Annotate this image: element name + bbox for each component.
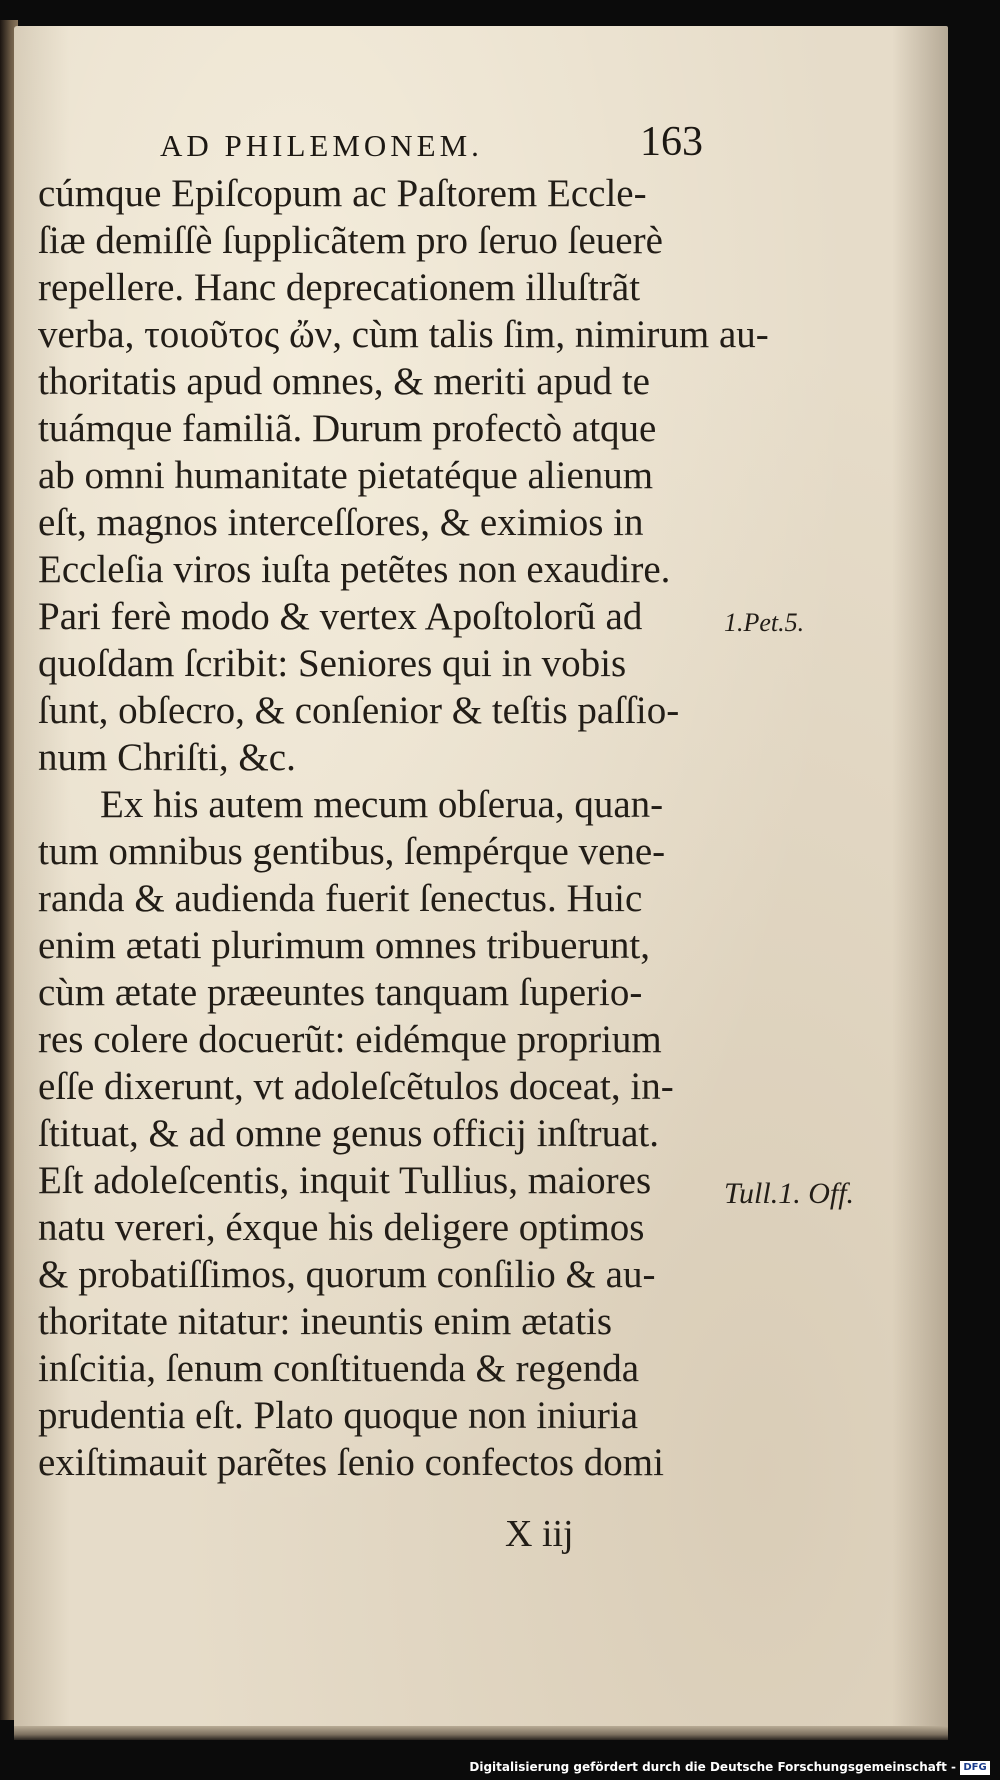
text-line: Eſt adoleſcentis, inquit Tullius, maiores — [38, 1159, 652, 1202]
paragraph-start-line: Ex his autem mecum obſerua, quan- — [100, 783, 664, 826]
marginal-note-peter: 1.Pet.5. — [724, 608, 805, 637]
marginal-note-tullius: Tull.1. Off. — [724, 1177, 855, 1210]
text-line: ſunt, obſecro, & conſenior & teſtis paſſio- — [38, 689, 680, 732]
text-line: inſcitia, ſenum conſtituenda & regenda — [38, 1347, 640, 1390]
text-line: eſt, magnos interceſſores, & eximios in — [38, 501, 644, 544]
page-bottom-edge — [14, 1726, 948, 1740]
text-line: Pari ferè modo & vertex Apoſtolorũ ad — [38, 595, 643, 638]
text-line: exiſtimauit parẽtes ſenio confectos domi — [38, 1441, 664, 1484]
text-line: tuámque familiã. Durum profectò atque — [38, 407, 657, 450]
digitization-credit: Digitalisierung gefördert durch die Deutsche Forschungsgemeinschaft - — [469, 1760, 956, 1774]
text-line: res colere docuerũt: eidémque proprium — [38, 1018, 662, 1061]
text-line: ſiæ demiſſè ſupplicãtem pro ſeruo ſeuerè — [38, 219, 663, 262]
text-line: verba, τοιοῦτος ὤν, cùm talis ſim, nimirum au- — [38, 313, 769, 356]
text-line: eſſe dixerunt, vt adoleſcẽtulos doceat, in- — [38, 1065, 674, 1108]
running-head: AD PHILEMONEM. — [160, 128, 483, 163]
signature-mark: X iij — [505, 1513, 574, 1555]
text-line: cùm ætate præeuntes tanquam ſuperio- — [38, 971, 643, 1014]
text-line: repellere. Hanc deprecationem illuſtrãt — [38, 266, 641, 309]
text-line: tum omnibus gentibus, ſempérque vene- — [38, 830, 666, 873]
page-number: 163 — [640, 119, 703, 165]
text-line: ſtituat, & ad omne genus officij inſtruat. — [38, 1112, 659, 1155]
text-line: & probatiſſimos, quorum conſilio & au- — [38, 1253, 656, 1296]
text-line: Eccleſia viros iuſta petẽtes non exaudire. — [38, 548, 671, 591]
text-line: ab omni humanitate pietatéque alienum — [38, 454, 654, 497]
text-line: prudentia eſt. Plato quoque non iniuria — [38, 1394, 639, 1437]
text-line: enim ætati plurimum omnes tribuerunt, — [38, 924, 651, 967]
dfg-logo: DFG — [960, 1761, 990, 1775]
text-line: quoſdam ſcribit: Seniores qui in vobis — [38, 642, 627, 685]
text-line: randa & audienda fuerit ſenectus. Huic — [38, 877, 643, 920]
text-line: cúmque Epiſcopum ac Paſtorem Eccle- — [38, 172, 647, 215]
text-line: thoritate nitatur: ineuntis enim ætatis — [38, 1300, 613, 1343]
text-line: num Chriſti, &c. — [38, 736, 296, 779]
text-line: thoritatis apud omnes, & meriti apud te — [38, 360, 650, 403]
text-line: natu vereri, éxque his deligere optimos — [38, 1206, 645, 1249]
